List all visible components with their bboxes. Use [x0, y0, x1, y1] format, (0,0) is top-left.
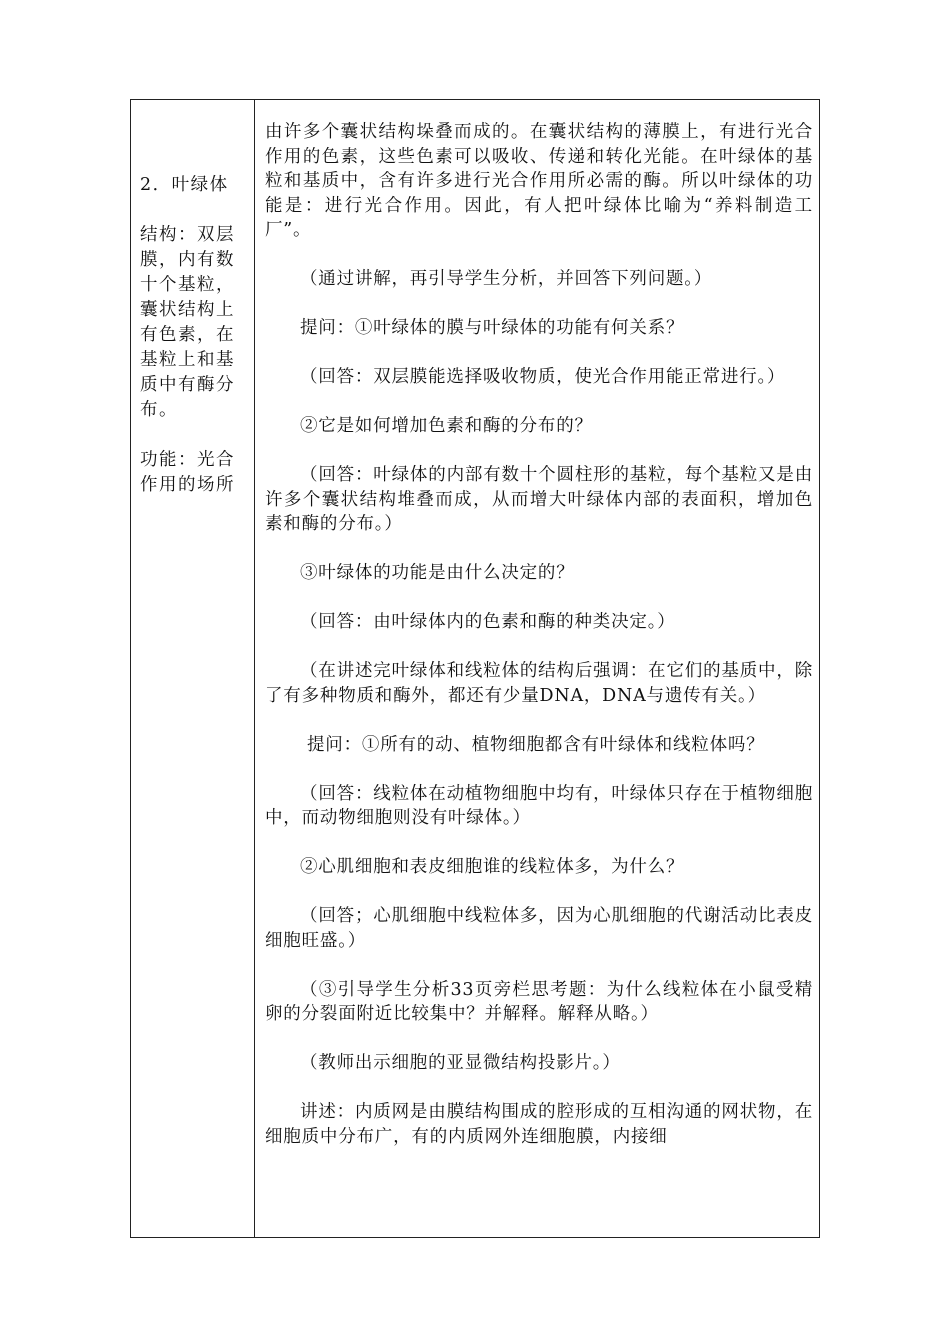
- right-column: [265, 120, 813, 1174]
- paragraph: 由许多个囊状结构垛叠而成的。在囊状结构的薄膜上，有进行光合作用的色素，这些色素可以吸收、传递和转化光能。在叶绿体的基粒和基质中，含有许多进行光合作用所必需的酶。所以叶绿体的功能是：进行光合作用。因此，有人把叶绿体比喻为“养料制造工厂”。: [265, 122, 813, 240]
- paragraph: （回答：叶绿体的内部有数十个圆柱形的基粒，每个基粒又是由许多个囊状结构堆叠而成，从而增大叶绿体内部的表面积，增加色素和酶的分布。）: [265, 465, 813, 534]
- structure-note: 结构：双层膜，内有数十个基粒，囊状结构上有色素，在基粒上和基质中有酶分布。: [140, 225, 235, 420]
- paragraph: （回答：由叶绿体内的色素和酶的种类决定。）: [300, 612, 676, 632]
- paragraph: （在讲述完叶绿体和线粒体的结构后强调：在它们的基质中，除了有多种物质和酶外，都还有少量DNA，DNA与遗传有关。）: [265, 661, 813, 706]
- paragraph: （回答；心肌细胞中线粒体多，因为心肌细胞的代谢活动比表皮细胞旺盛。）: [265, 906, 813, 951]
- paragraph: （回答：双层膜能选择吸收物质，使光合作用能正常进行。）: [300, 367, 786, 387]
- paragraph: 提问：①所有的动、植物细胞都含有叶绿体和线粒体吗？: [307, 734, 765, 755]
- paragraph: ②它是如何增加色素和酶的分布的？: [300, 416, 593, 436]
- left-column: [140, 173, 250, 523]
- column-divider: [254, 100, 255, 1237]
- paragraph: （通过讲解，再引导学生分析，并回答下列问题。）: [300, 269, 713, 289]
- paragraph: 讲述：内质网是由膜结构围成的腔形成的互相沟通的网状物，在细胞质中分布广，有的内质网外连细胞膜，内接细: [265, 1102, 813, 1147]
- paragraph: 提问：①叶绿体的膜与叶绿体的功能有何关系？: [300, 318, 685, 338]
- paragraph: （回答：线粒体在动植物细胞中均有，叶绿体只存在于植物细胞中，而动物细胞则没有叶绿体。）: [265, 783, 813, 828]
- lesson-table: [130, 99, 820, 1238]
- paragraph: （教师出示细胞的亚显微结构投影片。）: [300, 1053, 621, 1073]
- section-heading: 2．叶绿体: [140, 175, 229, 195]
- function-note: 功能：光合作用的场所: [140, 450, 235, 495]
- paragraph: （③引导学生分析33页旁栏思考题：为什么线粒体在小鼠受精卵的分裂面附近比较集中？并解释。解释从略。）: [265, 979, 813, 1024]
- paragraph: ②心肌细胞和表皮细胞谁的线粒体多，为什么？: [300, 857, 685, 877]
- paragraph: ③叶绿体的功能是由什么决定的？: [300, 563, 575, 583]
